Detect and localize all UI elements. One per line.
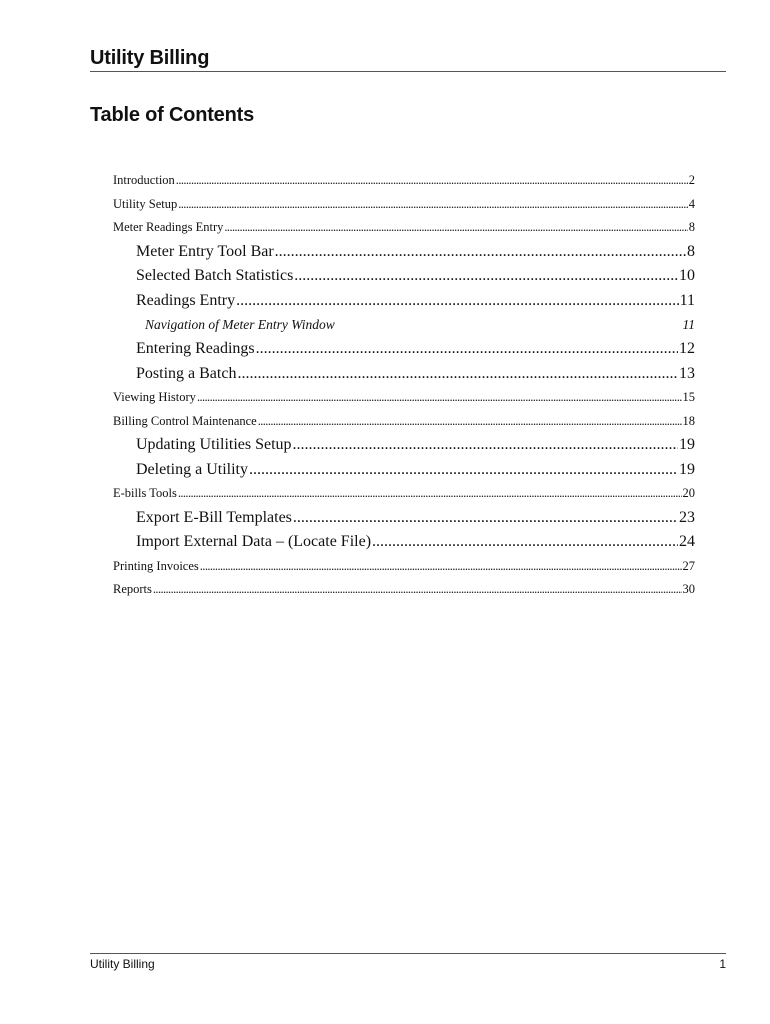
toc-entry-page: 12 — [679, 340, 695, 357]
toc-heading: Table of Contents — [90, 104, 255, 126]
dot-leader — [153, 578, 682, 602]
dot-leader — [256, 337, 678, 362]
toc-entry[interactable] — [113, 530, 695, 555]
toc-entry-page: 4 — [688, 196, 695, 211]
toc-entry-page: 11 — [682, 317, 695, 332]
toc-entry-label: Selected Batch Statistics — [136, 267, 294, 284]
dot-leader — [249, 458, 678, 483]
toc-entry-page: 13 — [679, 364, 695, 382]
toc-entry[interactable] — [113, 193, 695, 217]
toc-entry[interactable] — [113, 313, 695, 337]
footer-page-number: 1 — [719, 957, 726, 971]
dot-leader — [293, 433, 678, 458]
dot-leader — [178, 482, 682, 506]
toc-entry-label: Viewing History — [113, 390, 196, 404]
toc-entry[interactable] — [113, 506, 695, 531]
toc-entry-page: 24 — [679, 533, 695, 550]
toc-entry-label: Utility Setup — [113, 196, 178, 211]
page-footer — [90, 953, 726, 972]
toc-entry-page: 18 — [682, 413, 695, 428]
toc-entry-label: Readings Entry — [136, 291, 236, 309]
toc-entry-label: Import External Data – (Locate File) — [136, 533, 372, 550]
toc-entry-label: Deleting a Utility — [136, 460, 248, 478]
dot-leader — [237, 362, 678, 387]
toc-entry[interactable] — [113, 555, 695, 579]
toc-entry-label: Posting a Batch — [136, 364, 237, 382]
toc-entry-label: Meter Entry Tool Bar — [136, 242, 274, 260]
toc-entry[interactable] — [113, 240, 695, 265]
footer-title: Utility Billing — [90, 957, 155, 971]
dot-leader — [294, 264, 678, 289]
toc-entry-label: Introduction — [113, 173, 175, 187]
toc-entry-page: 20 — [682, 486, 695, 500]
toc-entry-page: 23 — [679, 508, 695, 526]
toc-entry-page: 30 — [682, 582, 695, 596]
toc-entry-label: E-bills Tools — [113, 486, 177, 500]
document-title: Utility Billing — [90, 47, 210, 69]
toc-entry[interactable] — [113, 264, 695, 289]
dot-leader — [293, 506, 678, 531]
toc-entry[interactable] — [113, 410, 695, 434]
dot-leader — [236, 289, 679, 314]
toc-entry[interactable] — [113, 386, 695, 410]
toc-entry-label: Printing Invoices — [113, 558, 199, 573]
toc-entry[interactable] — [113, 458, 695, 483]
dot-leader — [197, 386, 682, 410]
toc-entry-page: 19 — [679, 436, 695, 453]
toc-entry-page: 27 — [682, 558, 695, 573]
toc-entry-page: 10 — [679, 267, 695, 284]
toc-entry-page: 11 — [679, 291, 695, 309]
toc-entry[interactable] — [113, 433, 695, 458]
toc-entry-label: Meter Readings Entry — [113, 220, 224, 234]
toc-entry-page: 19 — [679, 460, 695, 478]
toc-entry-label: Entering Readings — [136, 340, 255, 357]
toc-entry-label: Reports — [113, 582, 152, 596]
dot-leader — [372, 530, 678, 555]
dot-leader — [275, 240, 686, 265]
toc-entry-label: Navigation of Meter Entry Window — [145, 317, 335, 332]
dot-leader — [178, 193, 688, 217]
toc-entry[interactable] — [113, 362, 695, 387]
toc-entry[interactable] — [113, 289, 695, 314]
toc-entry[interactable] — [113, 482, 695, 506]
table-of-contents — [113, 169, 695, 602]
toc-entry[interactable] — [113, 578, 695, 602]
toc-entry-page: 15 — [682, 390, 695, 404]
toc-entry-label: Export E-Bill Templates — [136, 508, 292, 526]
dot-leader — [176, 169, 688, 193]
dot-leader — [258, 410, 682, 434]
toc-entry-label: Billing Control Maintenance — [113, 413, 257, 428]
dot-leader — [224, 216, 687, 240]
page-header — [90, 46, 726, 72]
toc-entry-page: 2 — [688, 173, 695, 187]
toc-entry-page: 8 — [687, 242, 695, 260]
dot-leader — [200, 555, 682, 579]
toc-entry[interactable] — [113, 216, 695, 240]
toc-entry[interactable] — [113, 169, 695, 193]
toc-entry-page: 8 — [688, 220, 695, 234]
toc-entry-label: Updating Utilities Setup — [136, 436, 292, 453]
toc-entry[interactable] — [113, 337, 695, 362]
